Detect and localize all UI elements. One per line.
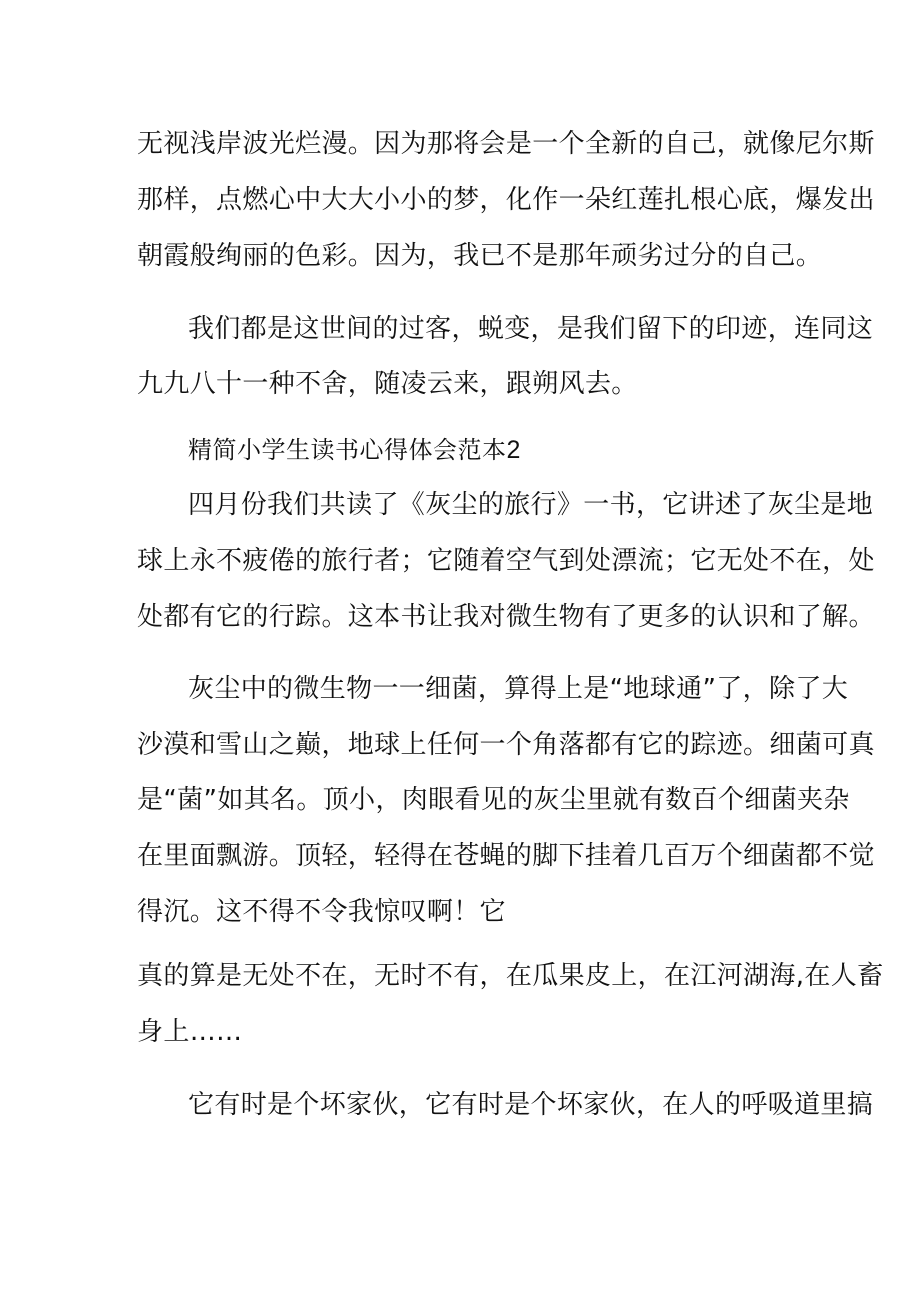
paragraph-1-line-1: 无视浅岸波光烂漫。因为那将会是一个全新的自己，就像尼尔斯	[137, 129, 875, 159]
paragraph-5-line-2: 身上……	[137, 1017, 243, 1047]
paragraph-3-line-1: 四月份我们共读了《灰尘的旅行》一书，它讲述了灰尘是地	[188, 490, 874, 520]
paragraph-1-line-2: 那样，点燃心中大大小小的梦，化作一朵红莲扎根心底，爆发出	[137, 185, 875, 215]
paragraph-4-line-4: 在里面飘游。顶轻，轻得在苍蝇的脚下挂着几百万个细菌都不觉	[137, 841, 875, 871]
paragraph-6-line-1: 它有时是个坏家伙，它有时是个坏家伙，在人的呼吸道里搞	[188, 1090, 874, 1120]
paragraph-4-line-2: 沙漠和雪山之巅，地球上任何一个角落都有它的踪迹。细菌可真	[137, 730, 875, 760]
paragraph-3-line-2: 球上永不疲倦的旅行者；它随着空气到处漂流；它无处不在，处	[137, 546, 875, 576]
paragraph-2-line-2: 九九八十一种不舍，随凌云来，跟朔风去。	[137, 369, 638, 399]
paragraph-5-line-1: 真的算是无处不在，无时不有，在瓜果皮上，在江河湖海,在人畜	[137, 961, 884, 991]
section-heading	[188, 432, 797, 468]
paragraph-4-line-5: 得沉。这不得不令我惊叹啊！它	[137, 897, 506, 927]
paragraph-2-line-1: 我们都是这世间的过客，蜕变，是我们留下的印迹，连同这	[188, 314, 874, 344]
paragraph-1-line-3: 朝霞般绚丽的色彩。因为，我已不是那年顽劣过分的自己。	[137, 241, 823, 271]
paragraph-4-line-1: 灰尘中的微生物一一细菌，算得上是“地球通”了，除了大	[188, 674, 849, 704]
paragraph-4-line-3: 是“菌”如其名。顶小，肉眼看见的灰尘里就有数百个细菌夹杂	[137, 785, 850, 815]
section-heading-number: 2	[506, 436, 521, 464]
paragraph-3-line-3: 处都有它的行踪。这本书让我对微生物有了更多的认识和了解。	[137, 602, 875, 632]
section-heading-text: 精简小学生读书心得体会范本	[188, 436, 507, 464]
